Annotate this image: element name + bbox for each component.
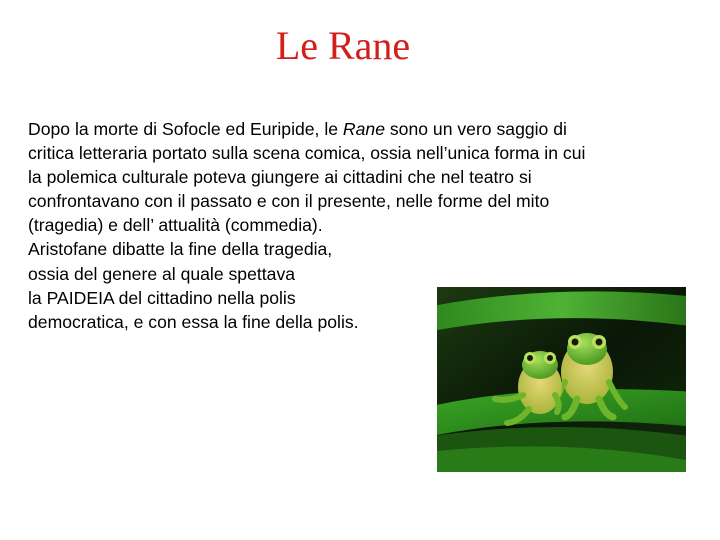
text-line: (tragedia) e dell’ attualità (commedia). (28, 215, 323, 236)
text-line: Aristofane dibatte la fine della tragedia, (28, 239, 333, 260)
frogs-photo (437, 287, 686, 472)
text-line: ossia del genere al quale spettava (28, 263, 296, 284)
play-title-italic: Rane (342, 119, 385, 139)
slide-title: Le Rane (275, 23, 411, 68)
text-line: confrontavano con il passato e con il presente, nelle forme del mito (28, 191, 550, 212)
text-segment: sono un vero saggio di (384, 119, 567, 139)
text-line: la PAIDEIA del cittadino nella polis (28, 287, 296, 308)
text-line (28, 117, 688, 141)
text-segment: Dopo la morte di Sofocle ed Euripide, le (28, 119, 343, 139)
text-line: la polemica culturale poteva giungere ai cittadini che nel teatro si (28, 167, 532, 188)
text-line: critica letteraria portato sulla scena comica, ossia nell’unica forma in cui (28, 143, 586, 164)
paragraph-intro (28, 117, 688, 237)
text-line: democratica, e con essa la fine della polis. (28, 311, 359, 332)
